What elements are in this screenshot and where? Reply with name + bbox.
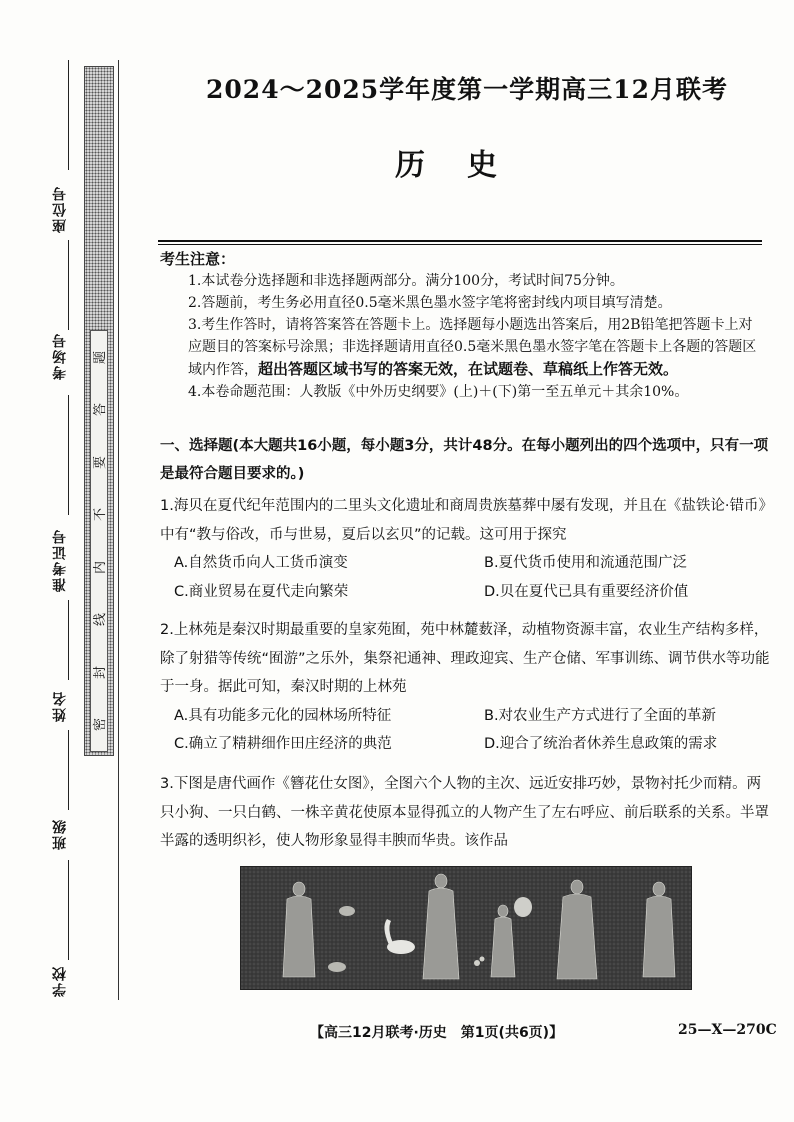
field-line: [68, 730, 69, 810]
seal-char: 答: [93, 403, 109, 417]
option-d[interactable]: D.贝在夏代已具有重要经济价值: [484, 583, 689, 600]
seal-line-box: [90, 330, 108, 752]
question-stem: 1.海贝在夏代纪年范围内的二里头文化遗址和商周贵族墓葬中屡有发现，并且在《盐铁论·错币》中有“教与俗改，币与世易，夏后以玄贝”的记载。这可用于探究: [160, 498, 766, 543]
option-b[interactable]: B.夏代货币使用和流通范围广泛: [484, 555, 688, 571]
field-line: [68, 860, 69, 960]
question-stem: 2.上林苑是秦汉时期最重要的皇家苑囿，苑中林麓薮泽，动植物资源丰富，农业生产结构多样，除了射猎等传统“囿游”之乐外，集祭祀通神、理政迎宾、生产仓储、军事训练、调节供水等功能于一身。据此可知，秦汉时期的上林苑: [160, 622, 770, 695]
field-line: [68, 395, 69, 515]
option-list: [160, 549, 770, 606]
subject-title: 历史: [395, 148, 539, 183]
header-rule: [158, 240, 762, 242]
seal-char: 题: [93, 350, 109, 364]
option-a[interactable]: A.自然货币向人工货币演变: [174, 555, 348, 571]
paper-code: 25—X—270C: [678, 1022, 777, 1038]
question-1: [160, 492, 770, 606]
candidate-notice: [160, 248, 760, 403]
seal-char: 密: [93, 718, 109, 732]
header-rule-thin: [158, 244, 762, 245]
page-footer: 【高三12月联考·历史 第1页(共6页)】: [310, 1025, 564, 1041]
exam-title: 2024～2025学年度第一学期高三12月联考: [206, 75, 728, 104]
seal-char: 线: [93, 613, 109, 627]
school-label: 学校: [52, 965, 68, 997]
notice-item-text: 3.考生作答时，请将答案答在答题卡上。选择题每小题选出答案后，用2B铅笔把答题卡上对应题目的答案标号涂黑；非选择题请用直径0.5毫米黑色墨水签字笔在答题卡上各题的答题区域内作答，: [188, 317, 757, 378]
option-list: [160, 702, 770, 759]
margin-divider: [118, 60, 119, 1000]
field-line: [68, 60, 69, 170]
notice-item: [160, 314, 760, 381]
name-label: 姓名: [52, 690, 68, 722]
binding-margin: [0, 0, 80, 1122]
notice-item: 4.本卷命题范围：人教版《中外历史纲要》(上)＋(下)第一至五单元＋其余10%。: [188, 384, 689, 400]
seal-char: 封: [93, 665, 109, 679]
option-a[interactable]: A.具有功能多元化的园林场所特征: [174, 707, 392, 724]
seal-char: 不: [93, 508, 109, 522]
painting-image: [240, 866, 692, 990]
seal-char: 内: [93, 560, 109, 574]
field-line: [68, 600, 69, 680]
notice-emphasis: 超出答题区域书写的答案无效，在试题卷、草稿纸上作答无效。: [258, 360, 679, 378]
section-heading: 一、选择题(本大题共16小题，每小题3分，共计48分。在每小题列出的四个选项中，只有一项是最符合题目要求的。): [160, 438, 769, 482]
option-d[interactable]: D.迎合了统治者休养生息政策的需求: [484, 736, 718, 752]
option-c[interactable]: C.确立了精耕细作田庄经济的典范: [174, 736, 392, 752]
exam-room-label: 考场号: [52, 332, 68, 380]
question-3: [160, 770, 770, 856]
seat-number-label: 座位号: [52, 185, 68, 233]
seal-char: 要: [93, 455, 109, 469]
notice-item: 2.答题前，考生务必用直径0.5毫米黑色墨水签字笔将密封线内项目填写清楚。: [188, 295, 672, 311]
field-line: [68, 240, 69, 330]
option-b[interactable]: B.对农业生产方式进行了全面的革新: [484, 707, 717, 724]
admission-number-label: 准考证号: [52, 528, 68, 592]
question-2: [160, 616, 770, 759]
class-label: 班级: [52, 818, 68, 850]
option-c[interactable]: C.商业贸易在夏代走向繁荣: [174, 583, 349, 600]
notice-item: 1.本试卷分选择题和非选择题两部分。满分100分，考试时间75分钟。: [188, 273, 624, 289]
notice-title: 考生注意：: [160, 250, 236, 268]
question-stem: 3.下图是唐代画作《簪花仕女图》，全图六个人物的主次、远近安排巧妙，景物衬托少而精。两只小狗、一只白鹤、一株辛黄花使原本显得孤立的人物产生了左右呼应、前后联系的关系。半罩半露的透明织衫，使人物形象显得丰腴而华贵。该作品: [160, 776, 769, 849]
